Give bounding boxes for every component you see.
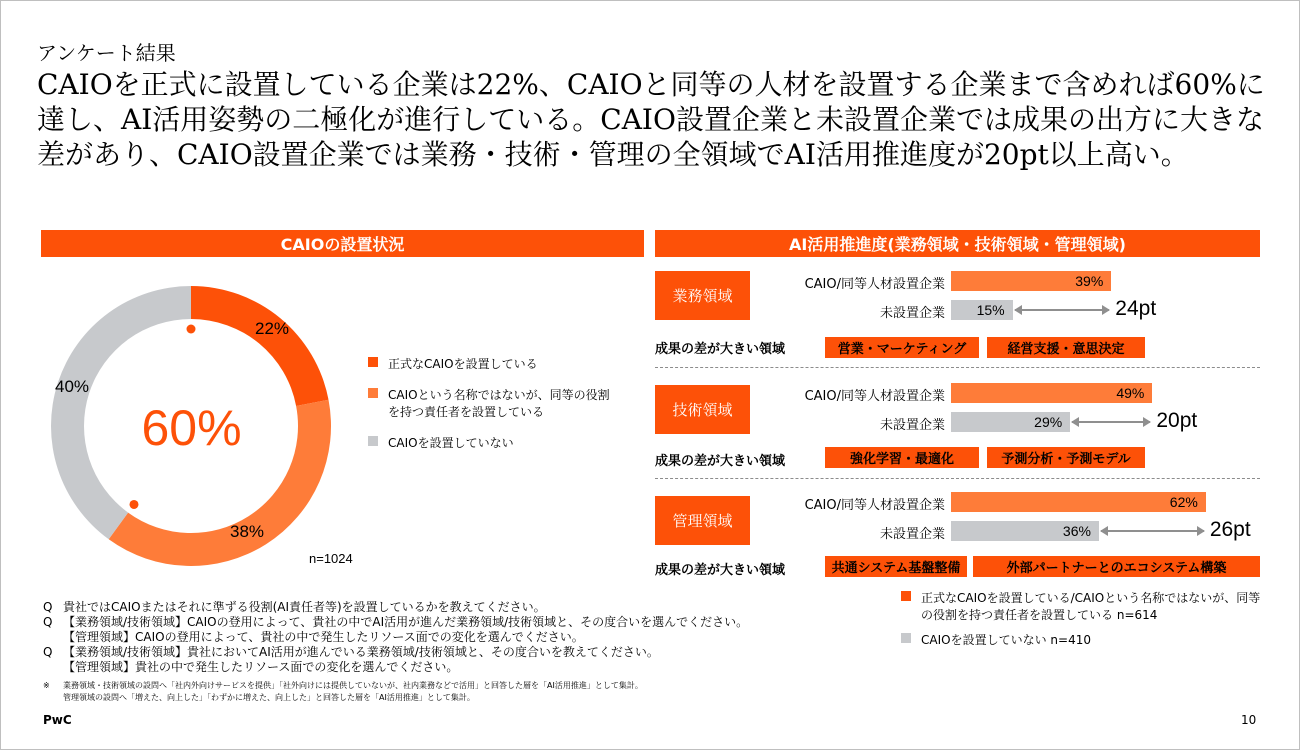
legend-label: CAIOを設置していない (388, 436, 514, 450)
row-label-none: 未設置企業 (879, 306, 945, 321)
difference-value: 20pt (1156, 409, 1198, 432)
legend-swatch (368, 357, 378, 367)
question-mark: Q (43, 600, 53, 614)
legend-label: CAIOを設置していない (921, 633, 1047, 647)
page-number: 10 (1241, 713, 1257, 727)
bar-caio: 62% (951, 492, 1206, 512)
gap-tag: 強化学習・最適化 (825, 447, 979, 468)
bar-legend (901, 589, 1281, 662)
question-mark: Q (43, 645, 53, 659)
combined-share-dot-start (187, 325, 196, 334)
area-business (655, 271, 1260, 361)
legend-swatch (901, 591, 911, 601)
donut-slice-formal (191, 286, 329, 406)
difference-value: 24pt (1115, 297, 1157, 320)
bar-none: 29% (951, 412, 1070, 432)
legend-n: n=410 (1050, 633, 1091, 647)
gap-tag: 営業・マーケティング (825, 337, 979, 358)
legend-swatch (368, 388, 378, 398)
survey-questions (43, 600, 863, 675)
legend-label: 正式なCAIOを設置している/CAIOという名称ではないが、同等の役割を持つ責任者を設置している (921, 591, 1261, 622)
difference-arrow (1101, 530, 1204, 532)
brand-logo: PwC (43, 713, 72, 727)
question-text: 貴社ではCAIOまたはそれに準ずる役割(AI責任者等)を設置しているかを教えてください。 (63, 600, 546, 614)
difference-arrow (1015, 309, 1110, 311)
area-name-box: 技術領域 (655, 385, 750, 434)
difference-arrow (1072, 421, 1150, 423)
question-text: 【業務領域/技術領域】貴社においてAI活用が進んでいる業務領域/技術領域と、その度合いを教えてください。 (63, 645, 659, 659)
gap-tag: 予測分析・予測モデル (987, 447, 1145, 468)
gap-tag: 経営支援・意思決定 (987, 337, 1145, 358)
gap-label: 成果の差が大きい領域 (655, 563, 786, 578)
legend-item-none (901, 631, 1281, 648)
gap-label: 成果の差が大きい領域 (655, 342, 786, 357)
area-technology (655, 383, 1260, 473)
row-label-caio: CAIO/同等人材設置企業 (804, 277, 945, 292)
row-label-none: 未設置企業 (879, 527, 945, 542)
legend-n: n=614 (1116, 608, 1158, 622)
footnotes (43, 680, 863, 704)
legend-label: CAIOという名称ではないが、同等の役割を持つ責任者を設置している (388, 388, 610, 419)
bar-caio: 49% (951, 383, 1152, 403)
row-label-caio: CAIO/同等人材設置企業 (804, 389, 945, 404)
donut-legend (368, 355, 628, 465)
bar-caio: 39% (951, 271, 1111, 291)
note-text: 管理領域の設問へ「増えた、向上した」「わずかに増えた、向上した」と回答した層を「AI活用推進」として集計。 (63, 693, 475, 702)
note-mark: ※ (43, 681, 50, 690)
legend-item-equivalent (368, 386, 628, 420)
slice-label-formal: 22% (255, 319, 290, 338)
question-mark (43, 630, 63, 645)
area-management (655, 492, 1260, 582)
row-label-caio: CAIO/同等人材設置企業 (804, 498, 945, 513)
sample-size-label: n=1024 (309, 551, 353, 566)
difference-value: 26pt (1209, 518, 1251, 541)
question-text: 【業務領域/技術領域】CAIOの登用によって、貴社の中でAI活用が進んだ業務領域/技術領域と、その度合いを選んでください。 (63, 615, 749, 629)
note-mark (43, 692, 63, 704)
question-mark (43, 660, 63, 675)
legend-item-none (368, 434, 628, 451)
area-name-box: 業務領域 (655, 271, 750, 320)
slice-label-none: 40% (55, 377, 90, 396)
bar-none: 36% (951, 521, 1099, 541)
gap-tag: 外部パートナーとのエコシステム構築 (973, 556, 1260, 577)
legend-item-caio (901, 589, 1281, 623)
combined-share-dot-end (129, 500, 138, 509)
slice-label-equivalent: 38% (230, 522, 265, 541)
headline: CAIOを正式に設置している企業は22%、CAIOと同等の人材を設置する企業まで含めれば60%に達し、AI活用姿勢の二極化が進行している。CAIO設置企業と未設置企業では成果の出方に大きな差があり、CAIO設置企業では業務・技術・管理の全領域でAI活用推進度が20pt以上高い。 (37, 68, 1265, 171)
question-text: 【管理領域】貴社の中で発生したリソース面での変化を選んでください。 (63, 660, 459, 674)
question-text: 【管理領域】CAIOの登用によって、貴社の中で発生したリソース面での変化を選んでください。 (63, 630, 584, 644)
section-label: アンケート結果 (37, 41, 176, 65)
area-name-box: 管理領域 (655, 496, 750, 545)
gap-tag: 共通システム基盤整備 (825, 556, 967, 577)
legend-item-formal (368, 355, 628, 372)
row-label-none: 未設置企業 (879, 418, 945, 433)
legend-swatch (368, 436, 378, 446)
divider (655, 367, 1260, 368)
legend-label: 正式なCAIOを設置している (388, 357, 538, 371)
question-mark: Q (43, 615, 53, 629)
center-percentage: 60% (141, 400, 242, 456)
bar-none: 15% (951, 300, 1013, 320)
divider (655, 478, 1260, 479)
right-panel-title: AI活用推進度(業務領域・技術領域・管理領域) (655, 230, 1260, 257)
legend-swatch (901, 633, 911, 643)
left-panel-title: CAIOの設置状況 (41, 230, 644, 257)
note-text: 業務領域・技術領域の設問へ「社内外向けサービスを提供」「社外向けには提供していないが、社内業務などで活用」と回答した層を「AI活用推進」として集計。 (63, 681, 643, 690)
gap-label: 成果の差が大きい領域 (655, 454, 786, 469)
